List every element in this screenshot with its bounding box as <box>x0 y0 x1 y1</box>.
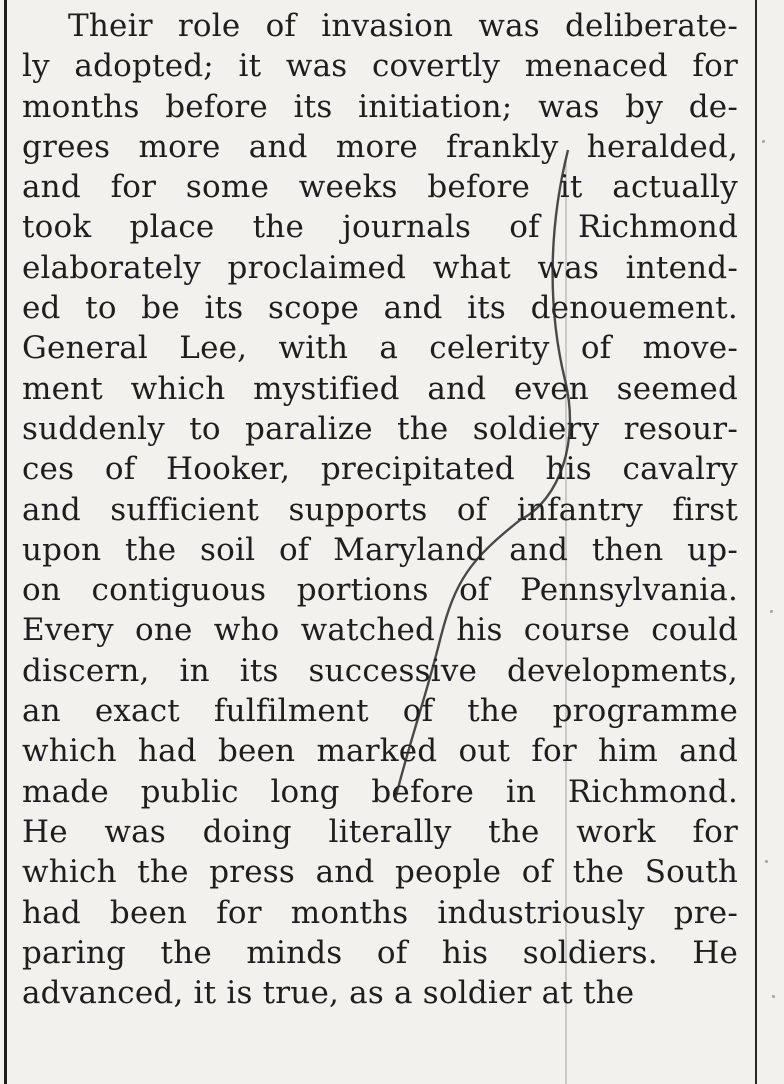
article-line: suddenly to paralize the soldiery resour- <box>22 410 738 447</box>
article-line: months before its initiation; was by de- <box>22 88 738 125</box>
article-line: ment which mystified and even seemed <box>22 370 738 407</box>
article-line: Their role of invasion was deliberate- <box>68 8 738 44</box>
paper-speck <box>772 995 775 998</box>
article-line: an exact fulfilment of the programme <box>22 693 738 730</box>
article-line: advanced, it is true, as a soldier at the <box>22 975 635 1012</box>
article-line: took place the journals of Richmond <box>22 209 738 246</box>
article-column <box>22 6 738 1013</box>
article-line: on contiguous portions of Pennsylvania. <box>22 572 738 609</box>
article-line: made public long before in Richmond. <box>22 773 738 810</box>
paper-speck <box>762 140 765 143</box>
article-line: and for some weeks before it actually <box>22 169 738 206</box>
right-column-rule <box>755 0 757 1084</box>
article-line: which had been marked out for him and <box>22 733 738 770</box>
article-line: grees more and more frankly heralded, <box>22 128 738 165</box>
article-line: elaborately proclaimed what was intend- <box>22 249 738 286</box>
article-line: which the press and people of the South <box>22 854 738 891</box>
left-column-rule <box>4 0 7 1084</box>
article-line: paring the minds of his soldiers. He <box>22 934 738 971</box>
article-line: had been for months industriously pre- <box>22 894 738 931</box>
article-line: He was doing literally the work for <box>22 813 738 850</box>
article-line: discern, in its successive developments, <box>22 652 738 689</box>
paper-speck <box>765 860 768 863</box>
article-line: ces of Hooker, precipitated his cavalry <box>22 451 738 488</box>
article-line: General Lee, with a celerity of move- <box>22 330 738 367</box>
article-line: upon the soil of Maryland and then up- <box>22 531 738 568</box>
article-line: ly adopted; it was covertly menaced for <box>22 48 738 85</box>
article-line: and sufficient supports of infantry first <box>22 491 738 528</box>
article-line: ed to be its scope and its denouement. <box>22 290 738 327</box>
paper-speck <box>770 610 773 613</box>
article-line: Every one who watched his course could <box>22 612 738 649</box>
